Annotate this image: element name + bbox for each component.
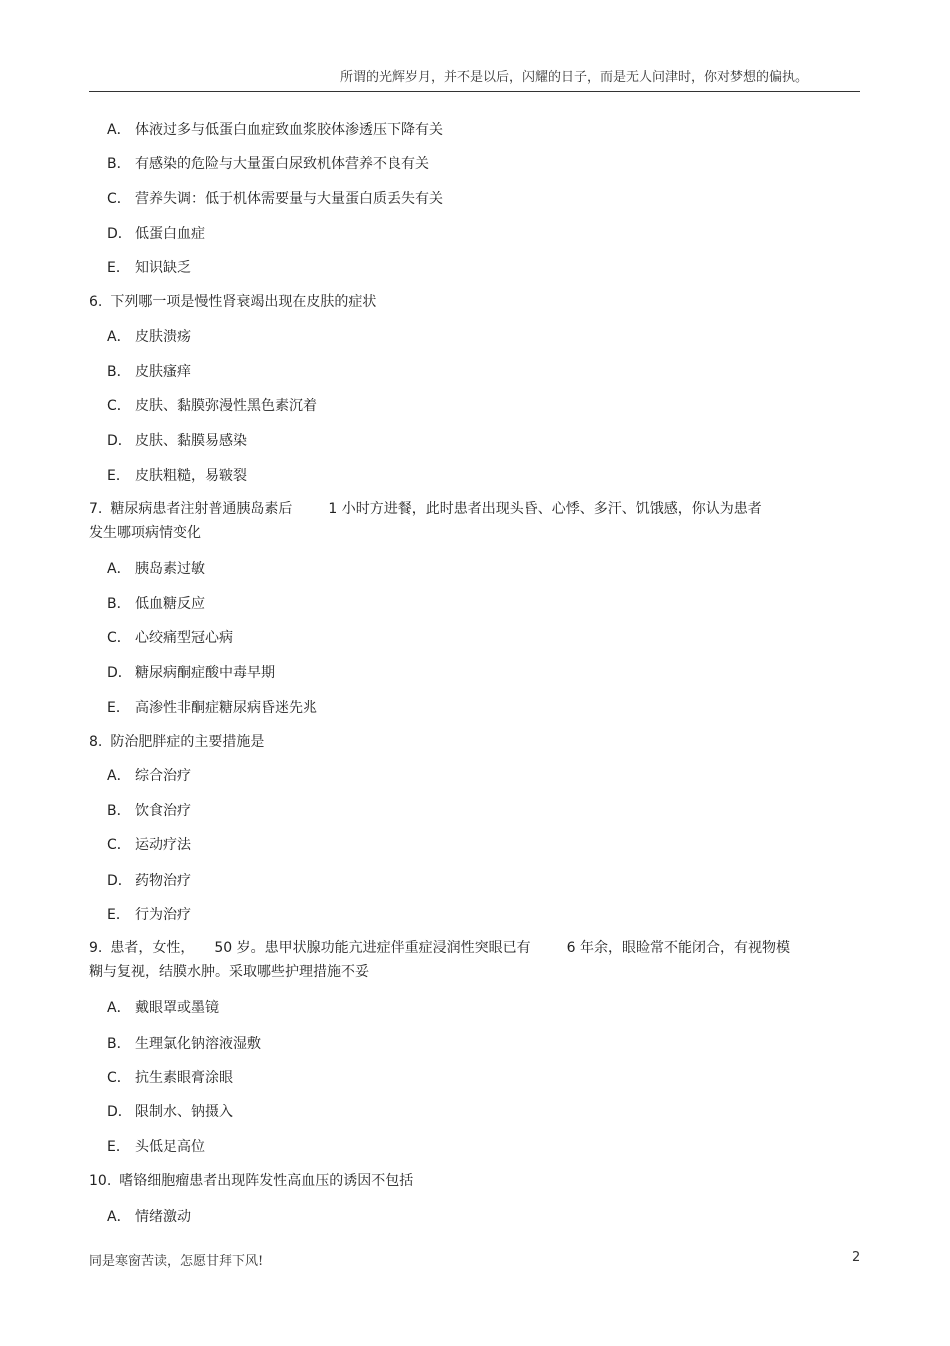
option-letter: D． bbox=[107, 226, 132, 242]
question-9 bbox=[89, 939, 790, 957]
option-text: 饮食治疗 bbox=[135, 803, 191, 819]
option-letter: A． bbox=[107, 1000, 131, 1016]
option-text: 高渗性非酮症糖尿病昏迷先兆 bbox=[135, 700, 317, 716]
header-divider bbox=[89, 91, 860, 92]
option-letter: A． bbox=[107, 329, 131, 345]
question-6 bbox=[89, 293, 376, 311]
option-text: 糖尿病酮症酸中毒早期 bbox=[135, 665, 275, 681]
option-letter: E． bbox=[107, 907, 130, 923]
option-text: 头低足高位 bbox=[135, 1139, 205, 1155]
option-7e bbox=[107, 699, 317, 717]
question-text: 发生哪项病情变化 bbox=[89, 525, 201, 541]
option-text: 心绞痛型冠心病 bbox=[135, 630, 233, 646]
option-text: 情绪激动 bbox=[135, 1209, 191, 1225]
option-text: 胰岛素过敏 bbox=[135, 561, 205, 577]
option-text: 限制水、钠摄入 bbox=[135, 1104, 233, 1120]
option-5d bbox=[107, 225, 205, 243]
option-8a bbox=[107, 767, 191, 785]
question-9-continued bbox=[89, 963, 369, 981]
question-10 bbox=[89, 1172, 413, 1190]
question-number: 9. bbox=[89, 940, 103, 956]
option-9e bbox=[107, 1138, 205, 1156]
option-6e bbox=[107, 467, 247, 485]
question-number: 7. bbox=[89, 501, 103, 517]
option-text: 皮肤瘙痒 bbox=[135, 364, 191, 380]
question-7-continued bbox=[89, 524, 201, 542]
question-text: 嗜铬细胞瘤患者出现阵发性高血压的诱因不包括 bbox=[119, 1173, 414, 1189]
option-text: 低血糖反应 bbox=[135, 596, 205, 612]
option-text: 体液过多与低蛋白血症致血浆胶体渗透压下降有关 bbox=[135, 122, 443, 138]
option-7c bbox=[107, 629, 233, 647]
option-6a bbox=[107, 328, 191, 346]
option-letter: D． bbox=[107, 1104, 132, 1120]
option-8e bbox=[107, 906, 191, 924]
option-8b bbox=[107, 802, 191, 820]
option-text: 运动疗法 bbox=[135, 837, 191, 853]
option-9d bbox=[107, 1103, 233, 1121]
option-letter: C． bbox=[107, 191, 131, 207]
option-letter: A． bbox=[107, 768, 131, 784]
option-7b bbox=[107, 595, 205, 613]
option-text: 抗生素眼膏涂眼 bbox=[135, 1070, 233, 1086]
option-text: 综合治疗 bbox=[135, 768, 191, 784]
option-text: 皮肤、黏膜易感染 bbox=[135, 433, 247, 449]
option-letter: B． bbox=[107, 803, 131, 819]
option-letter: A． bbox=[107, 1209, 131, 1225]
option-letter: E． bbox=[107, 700, 130, 716]
question-text: 糊与复视，结膜水肿。采取哪些护理措施不妥 bbox=[89, 964, 369, 980]
option-5a bbox=[107, 121, 443, 139]
question-text: 防治肥胖症的主要措施是 bbox=[110, 734, 265, 750]
option-letter: C． bbox=[107, 1070, 131, 1086]
option-letter: D． bbox=[107, 873, 132, 889]
option-text: 皮肤溃疡 bbox=[135, 329, 191, 345]
question-text: 1 小时方进餐，此时患者出现头昏、心悸、多汗、饥饿感，你认为患者 bbox=[328, 501, 762, 517]
option-letter: E． bbox=[107, 260, 130, 276]
option-5b bbox=[107, 155, 429, 173]
option-letter: E． bbox=[107, 468, 130, 484]
question-number: 6. bbox=[89, 294, 103, 310]
option-letter: A． bbox=[107, 561, 131, 577]
question-number: 8. bbox=[89, 734, 103, 750]
option-letter: D． bbox=[107, 665, 132, 681]
option-text: 药物治疗 bbox=[135, 873, 191, 889]
option-letter: B． bbox=[107, 156, 131, 172]
option-letter: A． bbox=[107, 122, 131, 138]
option-letter: B． bbox=[107, 364, 131, 380]
option-8c bbox=[107, 836, 191, 854]
option-letter: C． bbox=[107, 398, 131, 414]
option-letter: D． bbox=[107, 433, 132, 449]
option-letter: C． bbox=[107, 837, 131, 853]
option-6c bbox=[107, 397, 317, 415]
question-text: 下列哪一项是慢性肾衰竭出现在皮肤的症状 bbox=[110, 294, 377, 310]
option-letter: E． bbox=[107, 1139, 130, 1155]
option-text: 行为治疗 bbox=[135, 907, 191, 923]
question-text: 6 年余，眼睑常不能闭合，有视物模 bbox=[566, 940, 790, 956]
option-text: 生理氯化钠溶液湿敷 bbox=[135, 1036, 261, 1052]
question-7 bbox=[89, 500, 762, 518]
option-6d bbox=[107, 432, 247, 450]
option-text: 知识缺乏 bbox=[135, 260, 191, 276]
option-text: 戴眼罩或墨镜 bbox=[135, 1000, 219, 1016]
question-number: 10. bbox=[89, 1173, 112, 1189]
option-5c bbox=[107, 190, 443, 208]
option-text: 低蛋白血症 bbox=[135, 226, 205, 242]
option-text: 皮肤粗糙，易皲裂 bbox=[135, 468, 247, 484]
question-text: 患者，女性， bbox=[110, 940, 195, 956]
page-number: 2 bbox=[852, 1250, 861, 1265]
option-5e bbox=[107, 259, 191, 277]
option-7d bbox=[107, 664, 275, 682]
option-10a bbox=[107, 1208, 191, 1226]
header-quote: 所谓的光辉岁月，并不是以后，闪耀的日子，而是无人问津时，你对梦想的偏执。 bbox=[339, 70, 808, 85]
option-6b bbox=[107, 363, 191, 381]
question-8 bbox=[89, 733, 264, 751]
option-text: 皮肤、黏膜弥漫性黑色素沉着 bbox=[135, 398, 317, 414]
option-9b bbox=[107, 1035, 261, 1053]
option-8d bbox=[107, 872, 191, 890]
option-letter: B． bbox=[107, 1036, 131, 1052]
option-text: 营养失调：低于机体需要量与大量蛋白质丢失有关 bbox=[135, 191, 443, 207]
footer-motto: 同是寒窗苦读，怎愿甘拜下风! bbox=[89, 1254, 264, 1269]
question-text: 糖尿病患者注射普通胰岛素后 bbox=[110, 501, 293, 517]
option-text: 有感染的危险与大量蛋白尿致机体营养不良有关 bbox=[135, 156, 429, 172]
option-letter: B． bbox=[107, 596, 131, 612]
option-9c bbox=[107, 1069, 233, 1087]
option-9a bbox=[107, 999, 219, 1017]
question-text: 50 岁。患甲状腺功能亢进症伴重症浸润性突眼已有 bbox=[214, 940, 531, 956]
option-7a bbox=[107, 560, 205, 578]
option-letter: C． bbox=[107, 630, 131, 646]
